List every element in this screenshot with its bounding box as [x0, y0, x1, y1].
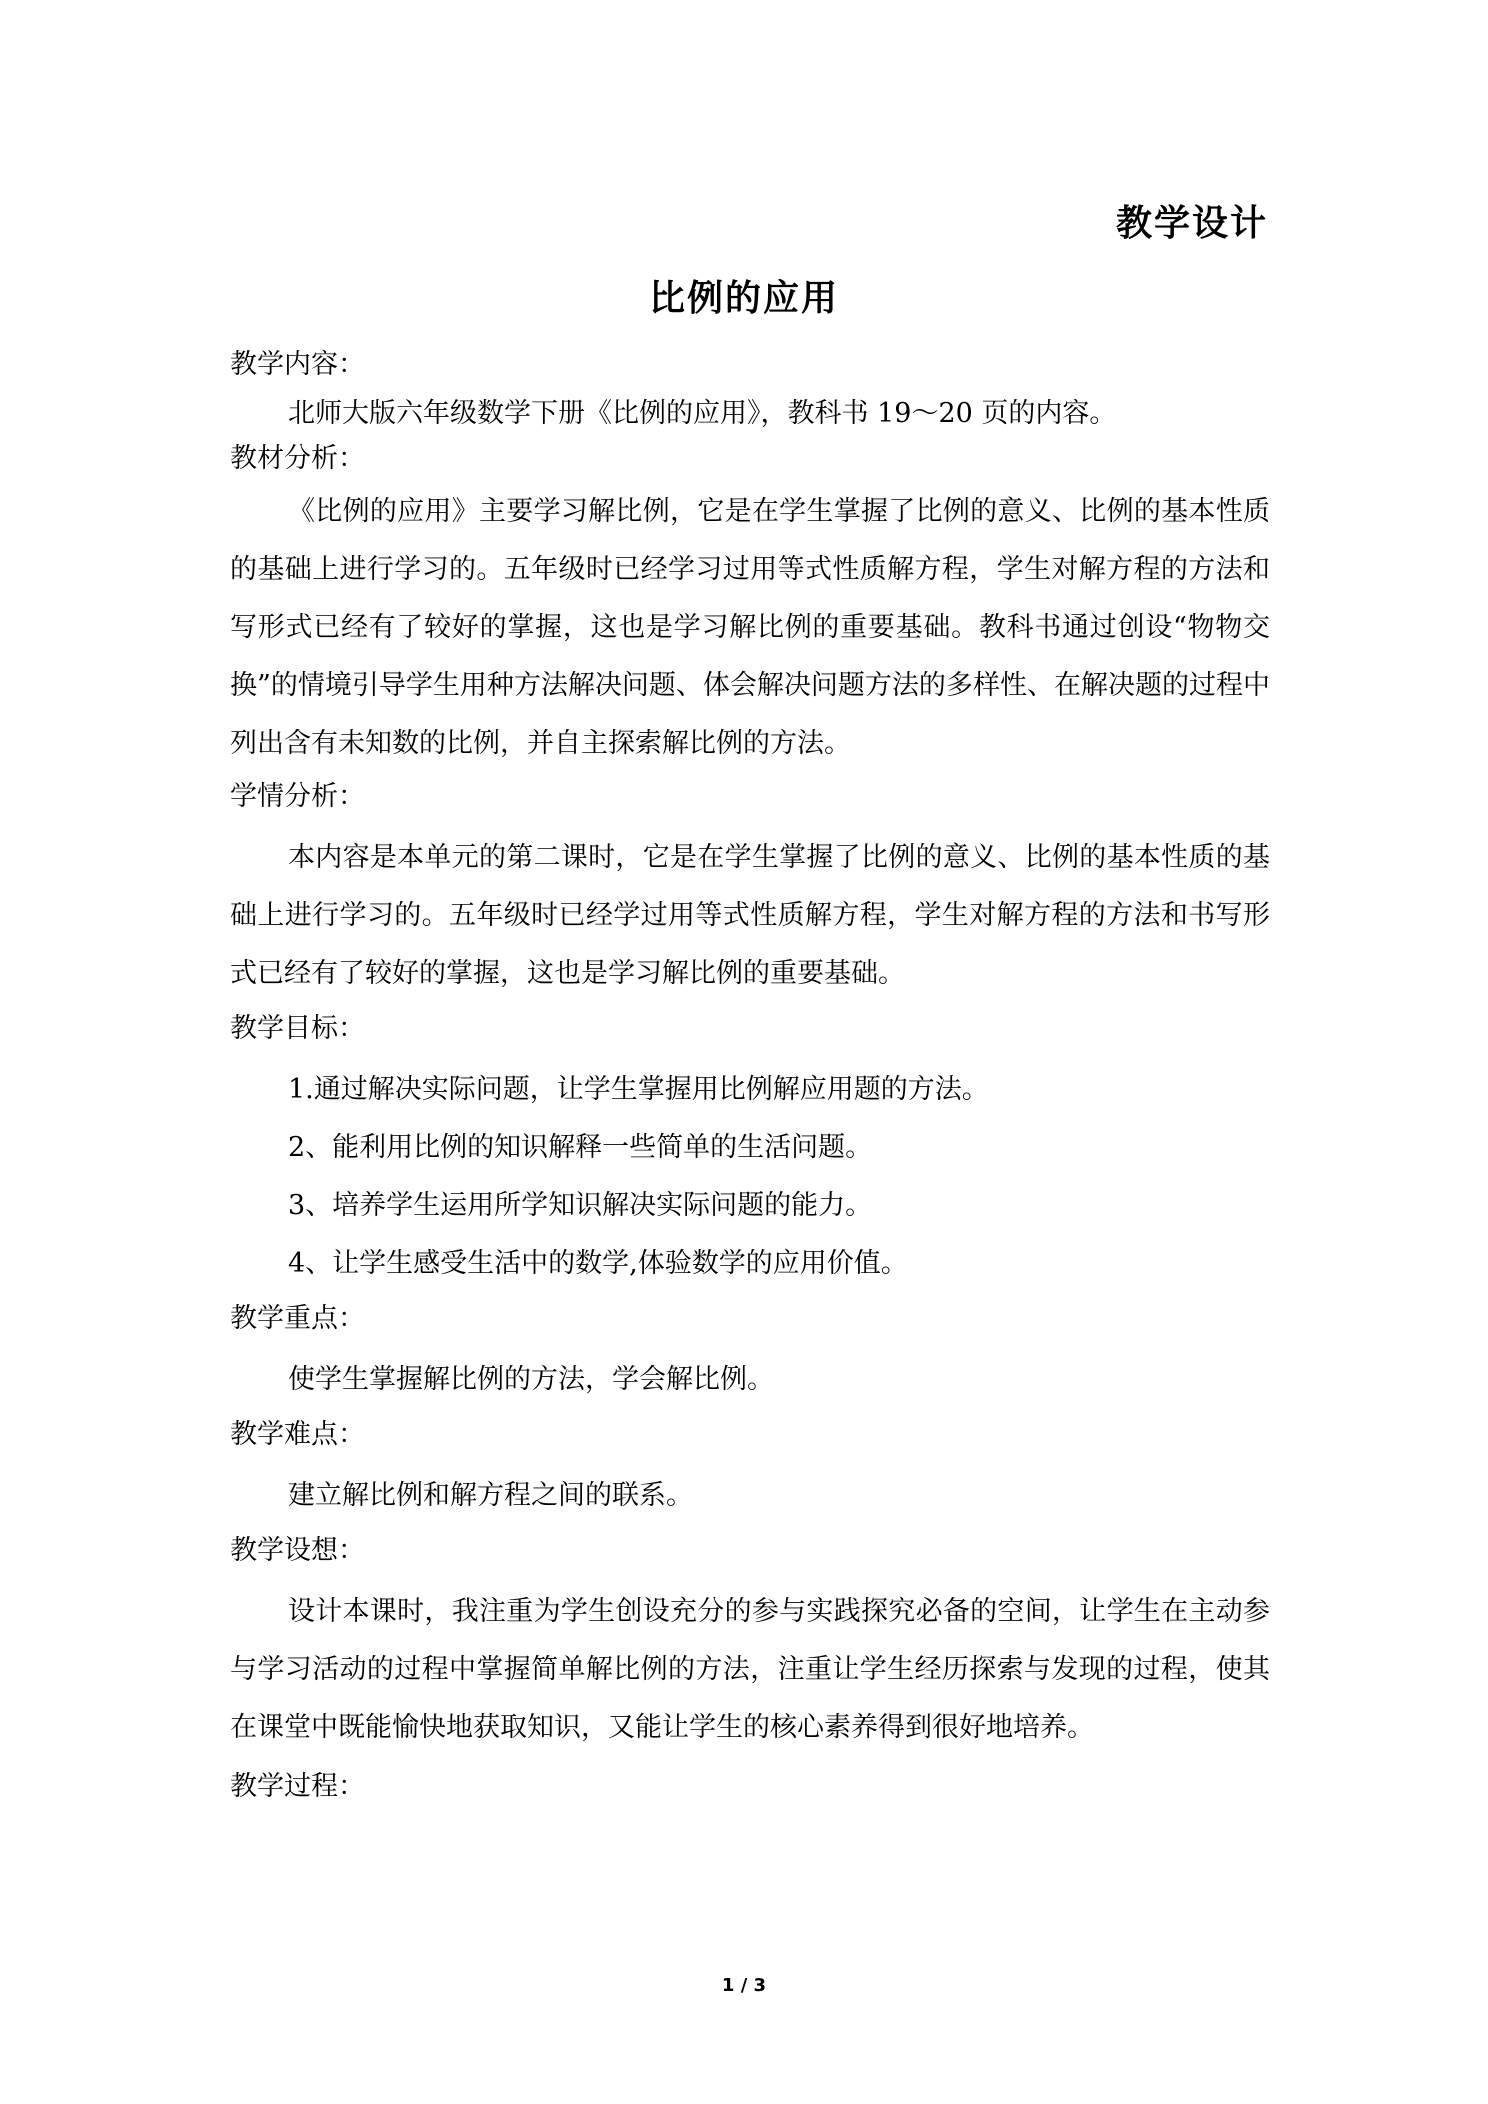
section-heading-key-point: 教学重点： — [230, 1303, 365, 1334]
section-heading-idea: 教学设想： — [230, 1535, 365, 1566]
section-heading-students: 学情分析： — [230, 781, 365, 812]
section-heading-material: 教材分析： — [230, 443, 365, 474]
goal-item: 4、让学生感受生活中的数学,体验数学的应用价值。 — [288, 1248, 908, 1279]
section-text-students: 本内容是本单元的第二课时，它是在学生掌握了比例的意义、比例的基本性质的基础上进行学习的。五年级时已经学过用等式性质解方程，学生对解方程的方法和书写形式已经有了较好的掌握，这也是学习解比例的重要基础。 — [230, 842, 1270, 989]
goals-list — [230, 1061, 1270, 1293]
page-number: 1 / 3 — [721, 1975, 767, 1996]
section-heading-difficulty: 教学难点： — [230, 1419, 365, 1450]
document-type-label: 教学设计 — [1115, 203, 1268, 244]
document-body — [230, 345, 1270, 1811]
goal-item: 3、培养学生运用所学知识解决实际问题的能力。 — [288, 1190, 873, 1221]
document-title: 比例的应用 — [648, 278, 839, 319]
section-text-idea: 设计本课时，我注重为学生创设充分的参与实践探究必备的空间，让学生在主动参与学习活动的过程中掌握简单解比例的方法，注重让学生经历探索与发现的过程，使其在课堂中既能愉快地获取知识，又能让学生的核心素养得到很好地培养。 — [230, 1596, 1270, 1743]
goal-item: 2、能利用比例的知识解释一些简单的生活问题。 — [288, 1132, 873, 1163]
section-heading-goals: 教学目标： — [230, 1013, 365, 1044]
section-text-content: 北师大版六年级数学下册《比例的应用》，教科书 19～20 页的内容。 — [288, 398, 1117, 429]
section-heading-process: 教学过程： — [230, 1771, 365, 1802]
section-text-difficulty: 建立解比例和解方程之间的联系。 — [288, 1480, 693, 1511]
goal-item: 1.通过解决实际问题，让学生掌握用比例解应用题的方法。 — [288, 1074, 989, 1105]
section-text-material: 《比例的应用》主要学习解比例，它是在学生掌握了比例的意义、比例的基本性质的基础上进行学习的。五年级时已经学习过用等式性质解方程，学生对解方程的方法和写形式已经有了较好的掌握，这也是学习解比例的重要基础。教科书通过创设“物物交换”的情境引导学生用种方法解决问题、体会解决问题方法的多样性、在解决题的过程中列出含有未知数的比例，并自主探索解比例的方法。 — [230, 496, 1270, 759]
section-text-key-point: 使学生掌握解比例的方法，学会解比例。 — [288, 1364, 774, 1395]
section-heading-content: 教学内容： — [230, 349, 365, 380]
